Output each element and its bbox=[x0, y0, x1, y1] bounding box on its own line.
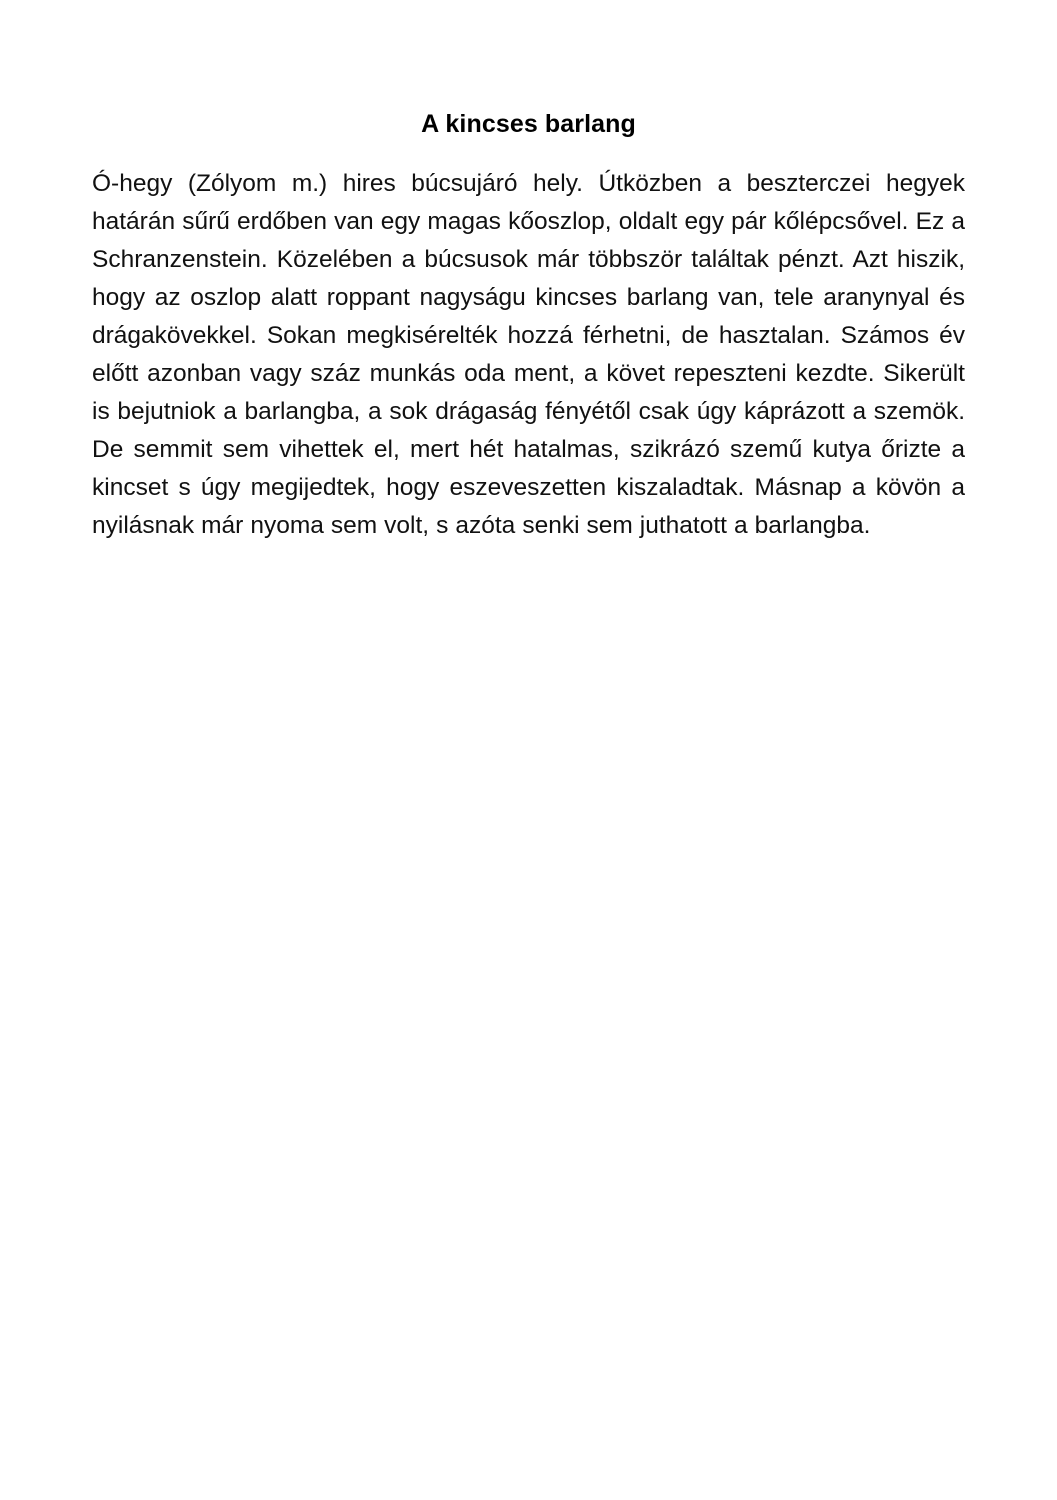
page-title: A kincses barlang bbox=[421, 109, 636, 138]
body-paragraph: Ó-hegy (Zólyom m.) hires búcsujáró hely. Útközben a beszterczei hegyek határán sűrű erdőben van egy magas kőoszlop, oldalt egy pár kőlépcsővel. Ez a Schranzenstein. Közelében a búcsusok már többször találtak pénzt. Azt hiszik, hogy az oszlop alatt roppant nagyságu kincses barlang van, tele aranynyal és drágakövekkel. Sokan megkisérelték hozzá férhetni, de hasztalan. Számos év előtt azonban vagy száz munkás oda ment, a követ repeszteni kezdte. Sikerült is bejutniok a barlangba, a sok drágaság fényétől csak úgy káprázott a szemök. De semmit sem vihettek el, mert hét hatalmas, szikrázó szemű kutya őrizte a kincset s úgy megijedtek, hogy eszeveszetten kiszaladtak. Másnap a kövön a nyilásnak már nyoma sem volt, s azóta senki sem juthatott a barlangba. bbox=[92, 170, 965, 539]
body-text-block bbox=[92, 165, 965, 545]
